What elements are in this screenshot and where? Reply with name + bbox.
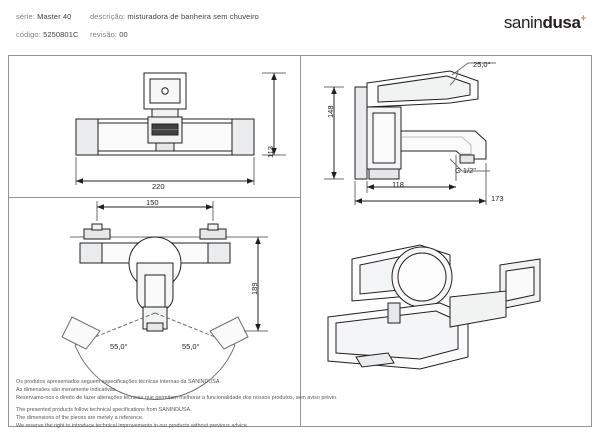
note-pt-1: Os produtos apresentados seguem especificações técnicas internas da SANINDUSA. [16, 379, 221, 385]
perspective-geometry [300, 197, 600, 397]
lever-angle-dimension: 25,0° [473, 60, 491, 69]
brand-logo [504, 13, 586, 33]
front-elevation-geometry [0, 55, 300, 195]
swivel-right-angle: 55,0° [182, 342, 200, 351]
top-centres-dimension: 150 [146, 198, 159, 207]
header-code-row [16, 30, 79, 39]
top-plan-geometry [0, 197, 300, 397]
swivel-left-angle: 55,0° [110, 342, 128, 351]
series-label: série: [16, 12, 35, 21]
side-elevation-geometry [300, 55, 600, 200]
note-pt-3: Reservamo-nos o direito de fazer alterações técnicas que permitam melhorar a funcionalidade dos nossos produtos, sem aviso prévio. [16, 395, 338, 401]
code-value: 5250801C [43, 30, 79, 39]
header-revision-row [90, 30, 128, 39]
note-pt-2: As dimensões são meramente indicativas. [16, 387, 117, 393]
side-projection-dimension: 118 [392, 180, 404, 189]
code-label: código: [16, 30, 41, 39]
brand-accent-dot: + [580, 13, 586, 25]
header-description-row [90, 12, 259, 21]
header-series-row [16, 12, 71, 21]
description-label: descrição: [90, 12, 126, 21]
notes-portuguese [16, 378, 338, 402]
note-en-2: The dimensions of the pieces are merely a reference. [16, 415, 144, 421]
revision-value: 00 [119, 30, 128, 39]
front-height-dimension: 113 [266, 146, 275, 158]
front-width-dimension: 220 [152, 182, 165, 191]
side-height-dimension: 148 [326, 105, 335, 118]
note-en-1: The presented products follow technical specifications from SANINDUSA. [16, 407, 192, 413]
brand-name-part1: sanin [503, 13, 543, 32]
revision-label: revisão: [90, 30, 118, 39]
description-value: misturadora de banheira sem chuveiro [127, 12, 259, 21]
thread-size-label: G 1/2" [455, 166, 477, 175]
brand-name-part2: dusa [542, 13, 581, 32]
note-en-3: We reserve the right to introduce technical improvements in our products without previous advice. [16, 423, 249, 429]
side-total-projection-dimension: 173 [491, 194, 504, 203]
top-depth-dimension: 189 [250, 282, 259, 295]
notes-english [16, 406, 248, 430]
series-value: Master 40 [37, 12, 72, 21]
